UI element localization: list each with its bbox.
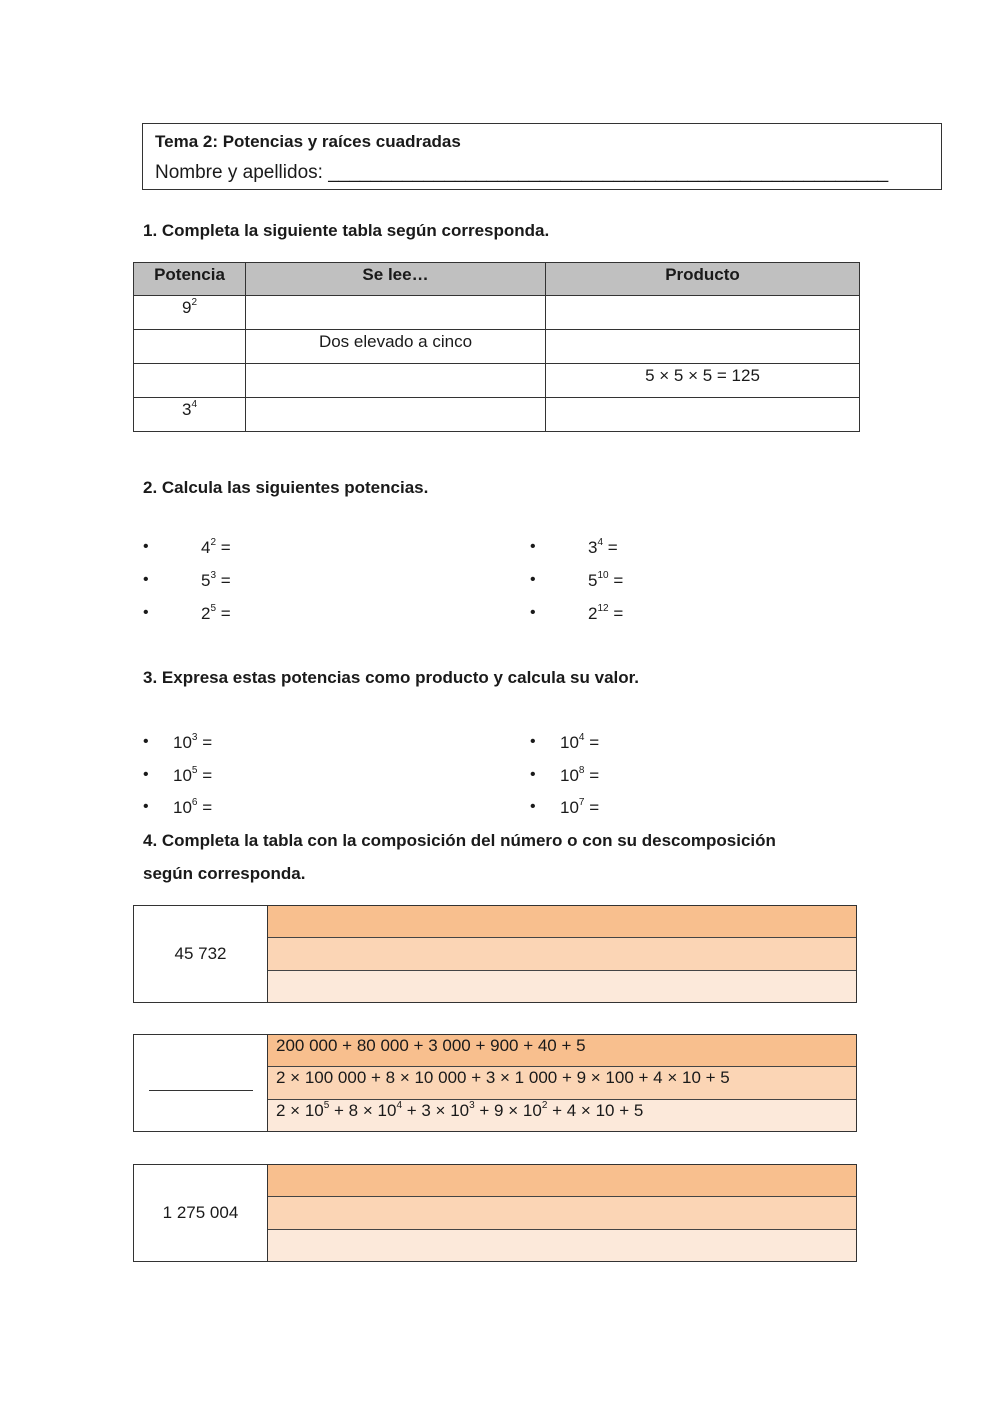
decomposition-row-powers[interactable] [268,1229,856,1261]
decomposition-row-sum: 200 000 + 80 000 + 3 000 + 900 + 40 + 5 [268,1035,856,1066]
composition-table-2 [133,1034,857,1132]
student-name-field[interactable] [155,162,888,184]
decomposition-row-sum[interactable] [268,1165,856,1196]
bullet-icon: • [143,571,149,588]
reading-cell[interactable] [246,296,546,330]
product-cell[interactable] [546,398,860,432]
section-4-title-continued: según corresponda. [143,864,306,883]
column-header-producto: Producto [546,263,860,296]
number-cell-blank[interactable] [134,1035,268,1131]
column-header-se-lee: Se lee… [246,263,546,296]
exercise-expression[interactable]: $10^3$ = [173,732,213,752]
exercise-expression[interactable]: $3^4$ = [588,537,618,557]
reading-cell[interactable] [246,398,546,432]
bullet-icon: • [530,571,536,588]
table-row [134,296,860,330]
table-row [134,364,860,398]
exercise-expression[interactable]: $2^{12}$ = [588,603,624,623]
number-cell: 1 275 004 [134,1165,268,1261]
bullet-icon: • [530,798,536,815]
exercise-expression[interactable]: $10^6$ = [173,797,213,817]
exercise-expression[interactable]: $5^3$ = [201,570,231,590]
number-cell: 45 732 [134,906,268,1002]
section-2-title: 2. Calcula las siguientes potencias. [143,478,429,497]
bullet-icon: • [143,604,149,621]
section-3-exercises [143,733,943,833]
header-box [142,123,942,190]
decomposition-row-products[interactable] [268,1196,856,1228]
bullet-icon: • [530,733,536,750]
answer-blank-line[interactable] [149,1076,253,1091]
bullet-icon: • [143,798,149,815]
exercise-expression[interactable]: $2^5$ = [201,603,231,623]
composition-table-3 [133,1164,857,1262]
table-row [134,398,860,432]
composition-table-1 [133,905,857,1003]
decomposition-row-products: 2 × 100 000 + 8 × 10 000 + 3 × 1 000 + 9 × 100 + 4 × 10 + 5 [268,1066,856,1098]
powers-table [133,262,860,432]
bullet-icon: • [530,538,536,555]
power-cell[interactable]: $9^2$ [134,296,246,330]
section-3-title: 3. Expresa estas potencias como producto y calcula su valor. [143,668,640,687]
decomposition-row-powers[interactable] [268,970,856,1002]
power-cell[interactable] [134,364,246,398]
exercise-expression[interactable]: $10^5$ = [173,765,213,785]
bullet-icon: • [143,766,149,783]
exercise-expression[interactable]: $5^{10}$ = [588,570,624,590]
product-cell[interactable] [546,296,860,330]
decomposition-row-products[interactable] [268,937,856,969]
column-header-potencia: Potencia [134,263,246,296]
worksheet-title: Tema 2: Potencias y raíces cuadradas [155,132,461,151]
reading-cell[interactable]: Dos elevado a cinco [246,330,546,364]
section-4-title: 4. Completa la tabla con la composición del número o con su descomposición [143,831,776,850]
bullet-icon: • [143,538,149,555]
product-cell[interactable]: 5 × 5 × 5 = 125 [546,364,860,398]
decomposition-row-sum[interactable] [268,906,856,937]
decomposition-row-powers: $2 \times 10^5 + 8 \times 10^4 + 3 \times 10^3 + 9 \times 10^2 + 4 \times 10 + 5$ [268,1099,856,1131]
product-cell[interactable] [546,330,860,364]
exercise-expression[interactable]: $10^4$ = [560,732,600,752]
reading-cell[interactable] [246,364,546,398]
power-cell[interactable]: $3^4$ [134,398,246,432]
name-blank-line[interactable]: _____________________________________________________ [328,162,889,183]
exercise-expression[interactable]: $10^8$ = [560,765,600,785]
exercise-expression[interactable]: $10^7$ = [560,797,600,817]
name-label: Nombre y apellidos: [155,162,329,183]
bullet-icon: • [530,766,536,783]
table-row [134,330,860,364]
section-2-exercises [143,538,943,638]
bullet-icon: • [530,604,536,621]
section-1-title: 1. Completa la siguiente tabla según corresponda. [143,221,550,240]
bullet-icon: • [143,733,149,750]
power-cell[interactable] [134,330,246,364]
exercise-expression[interactable]: $4^2$ = [201,537,231,557]
